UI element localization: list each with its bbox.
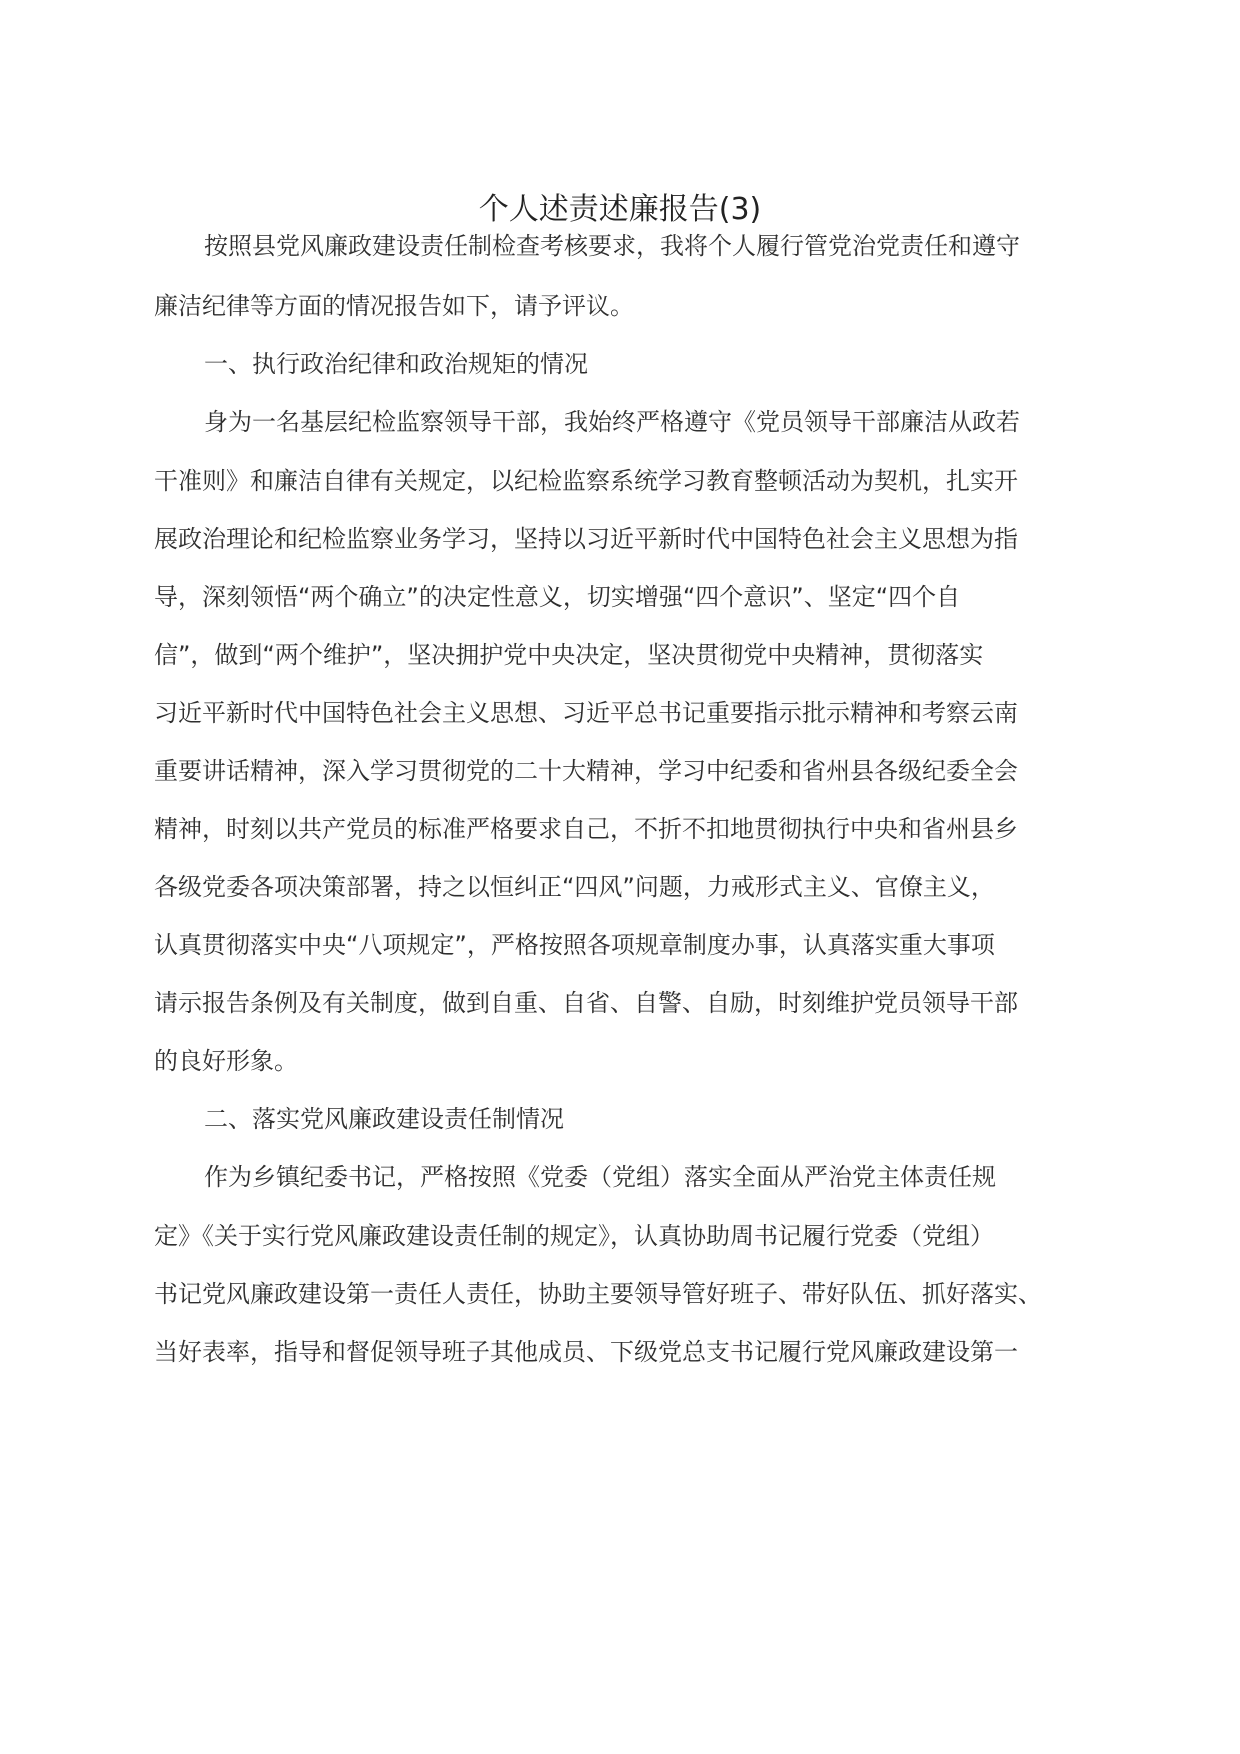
paragraph-1-line-7: 重要讲话精神，深入学习贯彻党的二十大精神，学习中纪委和省州县各级纪委全会 — [154, 757, 1018, 785]
paragraph-1-line-11: 请示报告条例及有关制度，做到自重、自省、自警、自励，时刻维护党员领导干部 — [154, 989, 1018, 1017]
paragraph-1-line-1: 身为一名基层纪检监察领导干部，我始终严格遵守《党员领导干部廉洁从政若 — [204, 408, 1020, 436]
paragraph-1-line-2: 干准则》和廉洁自律有关规定，以纪检监察系统学习教育整顿活动为契机，扎实开 — [154, 467, 1018, 495]
paragraph-intro-line-2: 廉洁纪律等方面的情况报告如下，请予评议。 — [154, 292, 634, 320]
paragraph-1-line-9: 各级党委各项决策部署，持之以恒纠正“四风”问题，力戒形式主义、官僚主义， — [154, 873, 995, 901]
document-title: 个人述责述廉报告(3) — [478, 192, 762, 227]
paragraph-1-line-3: 展政治理论和纪检监察业务学习，坚持以习近平新时代中国特色社会主义思想为指 — [154, 525, 1018, 553]
section-heading-1: 一、执行政治纪律和政治规矩的情况 — [204, 350, 588, 378]
paragraph-2-line-1: 作为乡镇纪委书记，严格按照《党委（党组）落实全面从严治党主体责任规 — [204, 1163, 996, 1191]
paragraph-1-line-8: 精神，时刻以共产党员的标准严格要求自己，不折不扣地贯彻执行中央和省州县乡 — [154, 815, 1018, 843]
paragraph-2-line-2: 定》《关于实行党风廉政建设责任制的规定》，认真协助周书记履行党委（党组） — [154, 1222, 994, 1250]
paragraph-1-line-10: 认真贯彻落实中央“八项规定”，严格按照各项规章制度办事，认真落实重大事项 — [154, 931, 995, 959]
paragraph-1-line-5: 信”，做到“两个维护”，坚决拥护党中央决定，坚决贯彻党中央精神，贯彻落实 — [154, 641, 984, 669]
section-heading-2: 二、落实党风廉政建设责任制情况 — [204, 1105, 564, 1133]
paragraph-1-line-12: 的良好形象。 — [154, 1047, 298, 1075]
paragraph-1-line-4: 导，深刻领悟“两个确立”的决定性意义，切实增强“四个意识”、坚定“四个自 — [154, 583, 961, 611]
paragraph-2-line-4: 当好表率，指导和督促领导班子其他成员、下级党总支书记履行党风廉政建设第一 — [154, 1338, 1018, 1366]
paragraph-2-line-3: 书记党风廉政建设第一责任人责任，协助主要领导管好班子、带好队伍、抓好落实、 — [154, 1280, 1042, 1308]
paragraph-intro-line-1: 按照县党风廉政建设责任制检查考核要求，我将个人履行管党治党责任和遵守 — [204, 232, 1020, 260]
paragraph-1-line-6: 习近平新时代中国特色社会主义思想、习近平总书记重要指示批示精神和考察云南 — [154, 699, 1018, 727]
